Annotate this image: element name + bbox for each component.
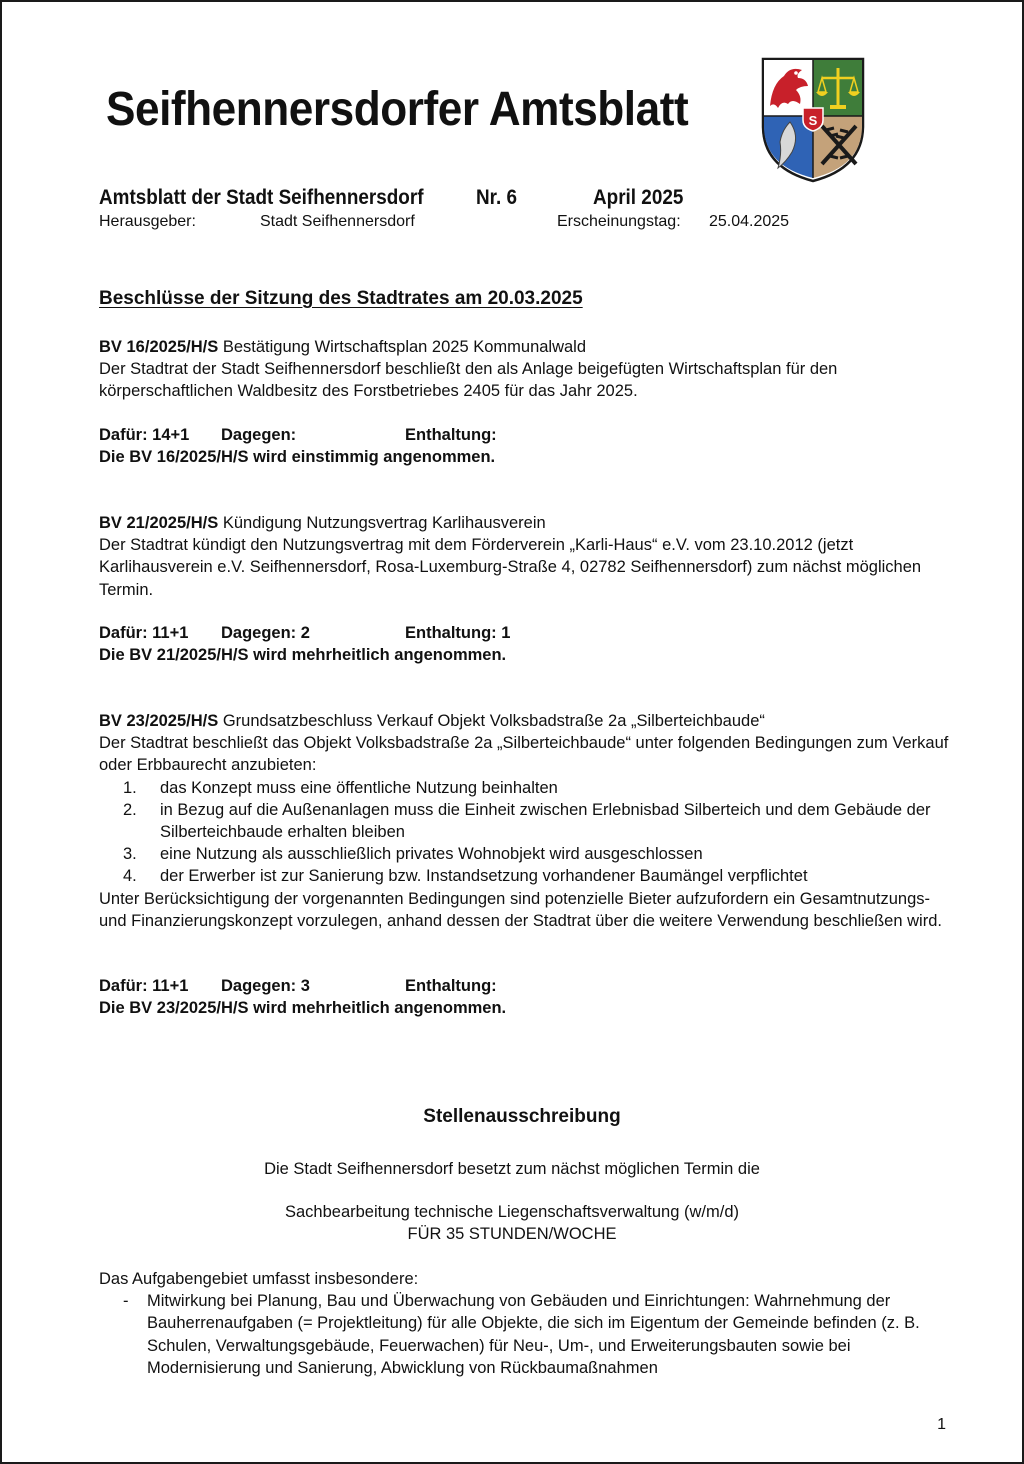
publisher-label: Herausgeber: [99,213,196,230]
votes-abstain: Enthaltung: 1 [405,624,511,642]
resolutions-heading: Beschlüsse der Sitzung des Stadtrates am 20.03.2025 [99,288,583,309]
gazette-subtitle: Amtsblatt der Stadt Seifhennersdorf [99,186,424,209]
resolution-bv21 [99,512,959,601]
vote-result: Die BV 16/2025/H/S wird einstimmig angenommen. [99,448,496,466]
conditions-list [99,777,959,888]
job-position: Sachbearbeitung technische Liegenschaftsverwaltung (w/m/d) [284,1203,739,1221]
votes-abstain: Enthaltung: [405,426,497,444]
condition-item: 1. das Konzept muss eine öffentliche Nutzung beinhalten [123,778,558,797]
issue-number: Nr. 6 [476,186,517,209]
release-date-label: Erscheinungstag: [557,213,681,230]
job-intro: Die Stadt Seifhennersdorf besetzt zum nächst möglichen Termin die [264,1160,760,1178]
publisher-name: Stadt Seifhennersdorf [260,213,415,230]
resolution-title: Kündigung Nutzungsvertrag Karlihausverein [218,514,546,532]
votes-for: Dafür: 11+1 [99,977,189,995]
votes-abstain: Enthaltung: [405,977,497,995]
resolution-id: BV 21/2025/H/S [99,514,219,532]
task-item: - Mitwirkung bei Planung, Bau und Überwachung von Gebäuden und Einrichtungen: Wahrnehmung der Bauherrenaufgaben (= Projektleitung) für alle Objekte, die sich im Eigentum der Gemeinde befinden (z. B. Schulen, Verwaltungsgebäude, Feuerwachen) für Neu-, Um-, und Erweiterungsbauten sowie bei Modernisierung und Sanierung, Abwicklung von Rückbaumaßnahmen [123,1292,920,1377]
resolution-body: Der Stadtrat der Stadt Seifhennersdorf beschließt den als Anlage beigefügten Wirtschaftsplan für den körperschaftlichen Waldbesitz des Forstbetriebes 2405 für das Jahr 2025. [99,360,838,401]
resolution-body: Der Stadtrat kündigt den Nutzungsvertrag mit dem Förderverein „Karli-Haus“ e.V. vom 23.10.2012 (jetzt Karlihausverein e.V. Seifhennersdorf, Rosa-Luxemburg-Straße 4, 02782 Seifhennersdorf) zum nächst möglichen Termin. [99,536,922,599]
release-date: 25.04.2025 [709,213,790,230]
condition-item: 2. in Bezug auf die Außenanlagen muss die Einheit zwischen Erlebnisbad Silberteich und dem Gebäude der Silberteichbaude erhalten bleiben [123,800,931,842]
condition-item: 4. der Erwerber ist zur Sanierung bzw. Instandsetzung vorhandener Baumängel verpflichtet [123,867,808,886]
vote-result: Die BV 21/2025/H/S wird mehrheitlich angenommen. [99,646,507,664]
resolution-closing: Unter Berücksichtigung der vorgenannten Bedingungen sind potenzielle Bieter aufzufordern ein Gesamtnutzungs- und Finanzierungskonzept vorzulegen, anhand dessen der Stadtrat über die weitere Verwendung beschließen wird. [99,889,942,930]
resolution-bv16 [99,336,959,403]
job-heading: Stellenausschreibung [423,1106,621,1127]
masthead-title: Seifhennersdorfer Amtsblatt [106,83,689,136]
tasks-list [99,1290,959,1379]
job-hours: FÜR 35 STUNDEN/WOCHE [407,1225,617,1243]
votes-for: Dafür: 11+1 [99,624,189,642]
votes-for: Dafür: 14+1 [99,426,190,444]
crest-letter: S [808,113,818,128]
town-coat-of-arms-icon [760,56,866,184]
votes-against: Dagegen: 2 [221,624,310,642]
resolution-body: Der Stadtrat beschließt das Objekt Volksbadstraße 2a „Silberteichbaude“ unter folgenden Bedingungen zum Verkauf oder Erbbaurecht anzubieten: [99,734,949,775]
job-tasks [99,1268,959,1379]
tasks-intro: Das Aufgabengebiet umfasst insbesondere: [99,1270,419,1288]
resolution-title: Grundsatzbeschluss Verkauf Objekt Volksbadstraße 2a „Silberteichbaude“ [218,712,765,730]
resolution-title: Bestätigung Wirtschaftsplan 2025 Kommunalwald [218,338,587,356]
resolution-id: BV 23/2025/H/S [99,712,219,730]
issue-month: April 2025 [593,186,684,209]
votes-against: Dagegen: [221,426,297,444]
page-number: 1 [937,1416,946,1433]
condition-item: 3. eine Nutzung als ausschließlich privates Wohnobjekt wird ausgeschlossen [123,845,703,864]
votes-against: Dagegen: 3 [221,977,310,995]
resolution-id: BV 16/2025/H/S [99,338,219,356]
vote-result: Die BV 23/2025/H/S wird mehrheitlich angenommen. [99,999,507,1017]
resolution-bv23 [99,710,959,932]
